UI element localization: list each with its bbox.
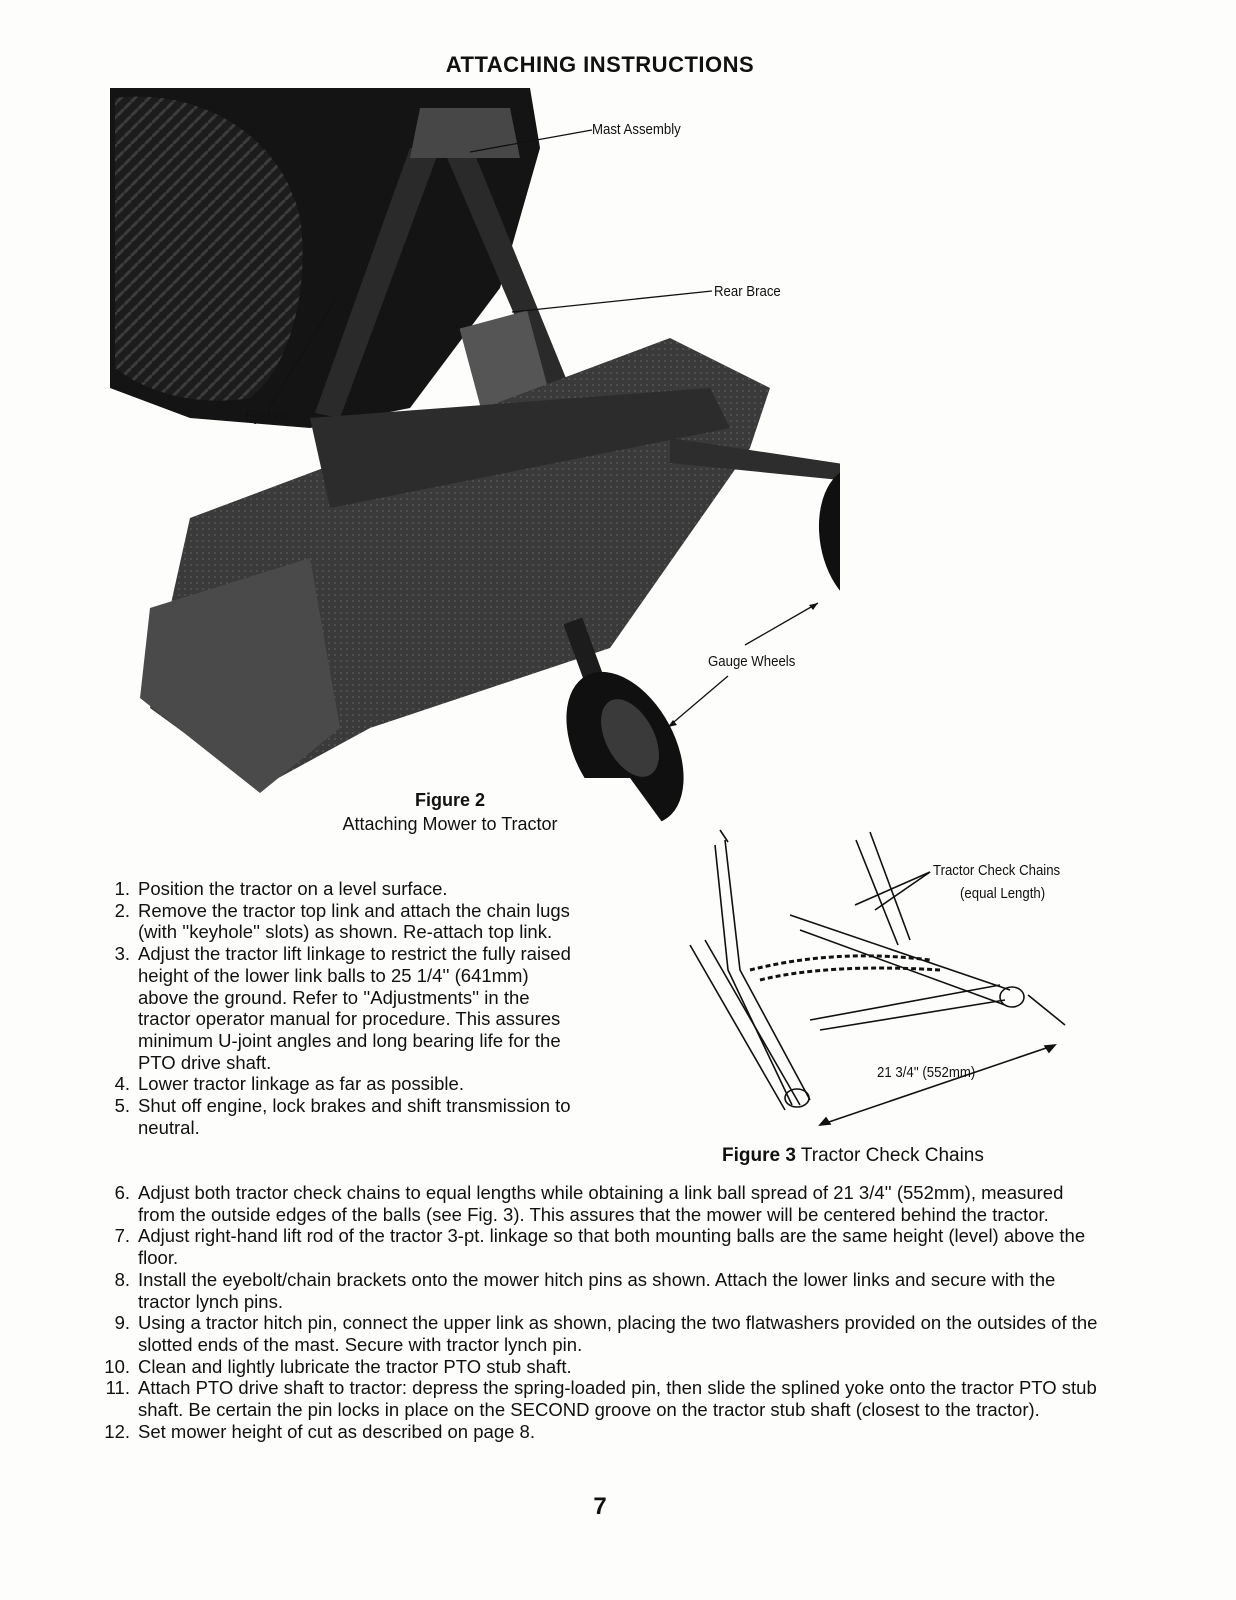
label-tractor-check-chains: Tractor Check Chains [933,862,1061,879]
list-item: 1. Position the tractor on a level surface. [114,878,448,899]
list-item: 11. Attach PTO drive shaft to tractor: depress the spring-loaded pin, then slide the splined yoke onto the tractor PTO stub shaft. Be certain the pin locks in place on the SECOND groove on the tractor stub shaft (closest to the tractor). [105,1377,1097,1421]
figure3-caption-number: Figure 3 [722,1145,796,1166]
figure2-caption [300,788,600,836]
label-rear-brace: Rear Brace [714,283,781,300]
label-eyebolt: Eyebolt [245,408,290,425]
label-equal-length: (equal Length) [960,885,1046,902]
list-item: 4. Lower tractor linkage as far as possible. [114,1073,464,1095]
figure3-caption-text: Tractor Check Chains [800,1145,984,1166]
list-item: 3. Adjust the tractor lift linkage to restrict the fully raised height of the lower link balls to 25 1/4'' (641mm) above the ground. Refer to ''Adjustments'' in the tractor operator manual for procedure. This assures minimum U-joint angles and long bearing life for the PTO drive shaft. [114,943,571,1073]
label-gauge-wheels: Gauge Wheels [708,653,796,670]
list-item: 7. Adjust right-hand lift rod of the tractor 3-pt. linkage so that both mounting balls are the same height (level) above the floor. [114,1225,1086,1269]
list-item: 12. Set mower height of cut as described on page 8. [104,1420,535,1442]
label-mast-assembly: Mast Assembly [592,121,681,138]
figure3-caption [722,1145,984,1167]
list-item: 2. Remove the tractor top link and attach the chain lugs (with ''keyhole'' slots) as shown. Re-attach top link. [114,899,570,943]
list-item: 9. Using a tractor hitch pin, connect the upper link as shown, placing the two flatwashers provided on the outsides of the slotted ends of the mast. Secure with tractor lynch pin. [114,1312,1098,1355]
list-item: 5. Shut off engine, lock brakes and shift transmission to neutral. [114,1095,571,1138]
list-item: 8. Install the eyebolt/chain brackets onto the mower hitch pins as shown. Attach the lower links and secure with the tractor lynch pins. [114,1268,1056,1312]
label-spread-dimension: 21 3/4'' (552mm) [877,1064,976,1081]
list-item: 10. Clean and lightly lubricate the tractor PTO stub shaft. [104,1355,572,1377]
instruction-steps-full [100,1182,1100,1442]
page-number: 7 [593,1493,607,1520]
figure2-caption-number: Figure 2 [414,790,485,810]
instruction-steps-left [100,878,580,1138]
page-title: ATTACHING INSTRUCTIONS [445,52,755,77]
list-item: 6. Adjust both tractor check chains to equal lengths while obtaining a link ball spread of 21 3/4'' (552mm), measured from the outside edges of the balls (see Fig. 3). This assures that the mower will be centered behind the tractor. [114,1182,1064,1225]
figure2-caption-text: Attaching Mower to Tractor [342,814,558,834]
